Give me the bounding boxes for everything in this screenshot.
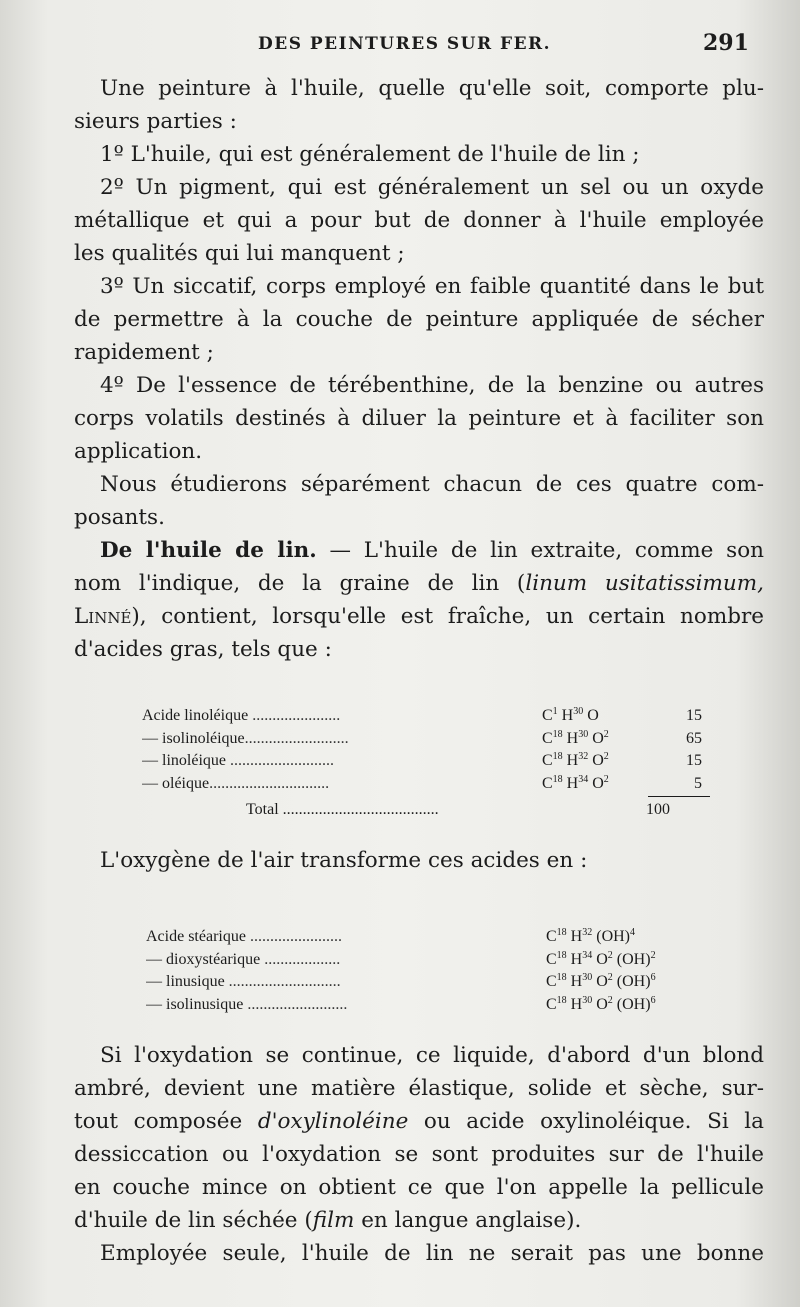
formula-superscript: 6	[650, 972, 656, 984]
leader-dots: ..............................	[209, 774, 330, 792]
total-row	[246, 799, 670, 822]
formula-superscript: 4	[630, 927, 635, 939]
formula-part: H	[566, 928, 583, 946]
compound-name: — linusique	[146, 973, 225, 991]
formula-superscript: 2	[603, 751, 609, 763]
percent-value: 15	[686, 707, 702, 725]
section-heading-line	[74, 534, 764, 567]
compound-name-cell	[142, 728, 532, 751]
list-item-3-line: 3º Un siccatif, corps employé en faible quantité dans le but	[100, 274, 764, 299]
italic-term: film	[312, 1208, 355, 1233]
table-row	[146, 994, 666, 1017]
total-dots: .......................................	[278, 801, 439, 819]
leader-dots: ..........................	[225, 752, 334, 770]
formula-part: C	[546, 995, 557, 1013]
formula-superscript: 2	[607, 994, 613, 1006]
formula-superscript: 6	[650, 994, 656, 1006]
formula-part: (OH)	[592, 928, 630, 946]
formula-superscript: 18	[556, 972, 567, 984]
table-row	[146, 971, 666, 994]
text-line	[74, 567, 764, 600]
text-line: métallique et qui a pour but de donner à l'huile employée	[74, 208, 764, 233]
chemical-formula	[532, 705, 662, 728]
text-fragment: nom l'indique, de la graine de lin (	[74, 571, 526, 596]
text-line: dessiccation ou l'oxydation se sont produites sur de l'huile	[74, 1142, 764, 1167]
formula-superscript: 34	[582, 949, 593, 961]
text-fragment: tout composée	[74, 1109, 258, 1134]
percent-value: 15	[686, 752, 702, 770]
body-text-bottom	[74, 1040, 764, 1271]
compound-name: — oléique	[142, 774, 210, 792]
text-line: Employée seule, l'huile de lin ne serait pas une bonne	[100, 1241, 764, 1266]
formula-part: C	[546, 928, 557, 946]
text-fragment: ), contient, lorsqu'elle est fraîche, un certain nombre	[131, 604, 764, 629]
compound-name: — isolinoléique	[142, 729, 245, 747]
leader-dots: ..........................	[244, 729, 349, 747]
formula-part: H	[566, 973, 583, 991]
formula-part: O	[592, 995, 608, 1013]
formula-part: H	[562, 774, 579, 792]
text-line: Si l'oxydation se continue, ce liquide, d'abord d'un blond	[100, 1043, 764, 1068]
compound-name: — dioxystéarique	[146, 950, 261, 968]
compound-name-cell	[142, 773, 532, 796]
formula-superscript: 2	[650, 949, 656, 961]
text-line	[74, 1106, 764, 1139]
total-row-table	[246, 799, 670, 822]
text-line: de permettre à la couche de peinture appliquée de sécher	[74, 307, 764, 332]
formula-part: O	[588, 729, 604, 747]
table-row	[142, 705, 702, 728]
text-line: application.	[74, 439, 203, 464]
total-value: 100	[646, 801, 670, 819]
formula-superscript: 30	[582, 994, 593, 1006]
compound-name-cell	[146, 971, 536, 994]
text-fragment: en langue anglaise).	[354, 1208, 582, 1233]
author-name: Linné	[74, 604, 132, 629]
list-item-4-line: 4º De l'essence de térébenthine, de la benzine ou autres	[100, 373, 764, 398]
page-number: 291	[703, 30, 749, 56]
section-heading: De l'huile de lin.	[100, 538, 317, 563]
italic-term: d'oxylinoléine	[257, 1109, 409, 1134]
formula-superscript: 2	[607, 949, 613, 961]
formula-part: (OH)	[612, 995, 651, 1013]
leader-dots: .......................	[245, 928, 342, 946]
text-line	[74, 600, 764, 633]
table-row	[142, 750, 702, 773]
text-line: Une peinture à l'huile, quelle qu'elle soit, comporte plu-	[100, 76, 764, 101]
total-label: Total	[246, 801, 279, 819]
text-line: d'acides gras, tels que :	[74, 637, 332, 662]
formula-superscript: 2	[603, 773, 609, 785]
text-line: L'oxygène de l'air transforme ces acides en :	[100, 848, 588, 873]
formula-part: C	[542, 752, 553, 770]
chemical-formula	[536, 926, 666, 949]
formula-part: H	[566, 995, 583, 1013]
formula-part: O	[588, 774, 604, 792]
text-line: sieurs parties :	[74, 109, 237, 134]
formula-part: C	[546, 950, 557, 968]
chemical-formula	[532, 773, 662, 796]
text-line	[74, 1205, 764, 1238]
formula-superscript: 30	[573, 706, 584, 718]
chemical-formula	[536, 994, 666, 1017]
formula-superscript: 18	[556, 994, 567, 1006]
leader-dots: ...................	[260, 950, 341, 968]
text-line: rapidement ;	[74, 340, 214, 365]
leader-dots: ............................	[224, 973, 341, 991]
formula-part: O	[583, 707, 599, 725]
formula-part: H	[562, 752, 579, 770]
leader-dots: .........................	[243, 995, 348, 1013]
formula-part: O	[588, 752, 604, 770]
formula-superscript: 18	[552, 751, 563, 763]
body-text-top	[74, 72, 764, 666]
compound-name: Acide stéarique	[146, 928, 246, 946]
percent-value: 5	[694, 774, 702, 792]
compound-name-cell	[142, 750, 532, 773]
table-row	[142, 728, 702, 751]
running-header	[0, 30, 800, 64]
compound-name: — isolinusique	[146, 995, 244, 1013]
formula-superscript: 18	[552, 728, 563, 740]
chemical-formula	[536, 971, 666, 994]
text-fragment: ou acide oxylinoléique. Si la	[408, 1109, 764, 1134]
text-line: les qualités qui lui manquent ;	[74, 241, 405, 266]
oxidized-acids-table	[146, 926, 666, 1016]
text-line: posants.	[74, 505, 165, 530]
oxygen-intro	[74, 848, 764, 881]
total-label-cell	[246, 799, 530, 822]
formula-part: H	[557, 707, 574, 725]
formula-superscript: 18	[552, 773, 563, 785]
chemical-formula	[532, 750, 662, 773]
formula-part: C	[542, 707, 553, 725]
formula-part: (OH)	[612, 950, 651, 968]
compound-name-cell	[146, 949, 536, 972]
table-row	[146, 926, 666, 949]
compound-name-cell	[142, 705, 532, 728]
compound-name-cell	[146, 926, 536, 949]
chemical-formula	[536, 949, 666, 972]
formula-superscript: 2	[603, 728, 609, 740]
running-title: DES PEINTURES SUR FER.	[258, 34, 552, 54]
text-line: ambré, devient une matière élastique, solide et sèche, sur-	[74, 1076, 764, 1101]
formula-part: C	[542, 729, 553, 747]
total-rule	[648, 796, 710, 797]
formula-superscript: 34	[578, 773, 589, 785]
formula-part: C	[542, 774, 553, 792]
formula-part: O	[592, 950, 608, 968]
formula-part: (OH)	[612, 973, 651, 991]
latin-name: linum usitatissimum,	[525, 571, 764, 596]
compound-name: Acide linoléique	[142, 707, 249, 725]
table-row	[146, 949, 666, 972]
compound-name-cell	[146, 994, 536, 1017]
table-row	[142, 773, 702, 796]
text-line: Nous étudierons séparément chacun de ces quatre com-	[100, 472, 764, 497]
formula-superscript: 30	[578, 728, 589, 740]
text-fragment: — L'huile de lin extraite, comme son	[316, 538, 764, 563]
text-line: corps volatils destinés à diluer la peinture et à faciliter son	[74, 406, 764, 431]
chemical-formula	[532, 728, 662, 751]
formula-superscript: 30	[582, 972, 593, 984]
fatty-acids-table	[142, 705, 702, 795]
leader-dots: ......................	[248, 707, 341, 725]
list-item-1: 1º L'huile, qui est généralement de l'huile de lin ;	[100, 142, 640, 167]
compound-name: — linoléique	[142, 752, 226, 770]
formula-part: O	[592, 973, 608, 991]
formula-part: C	[546, 973, 557, 991]
formula-part: H	[562, 729, 579, 747]
text-fragment: d'huile de lin séchée (	[74, 1208, 313, 1233]
formula-superscript: 18	[556, 949, 567, 961]
formula-superscript: 32	[578, 751, 589, 763]
formula-superscript: 1	[552, 706, 558, 718]
list-item-2-line: 2º Un pigment, qui est généralement un sel ou un oxyde	[100, 175, 764, 200]
text-line: en couche mince on obtient ce que l'on appelle la pellicule	[74, 1175, 764, 1200]
formula-superscript: 2	[607, 972, 613, 984]
formula-superscript: 18	[556, 927, 567, 939]
formula-superscript: 32	[582, 927, 593, 939]
formula-part: H	[566, 950, 583, 968]
percent-value: 65	[686, 729, 702, 747]
